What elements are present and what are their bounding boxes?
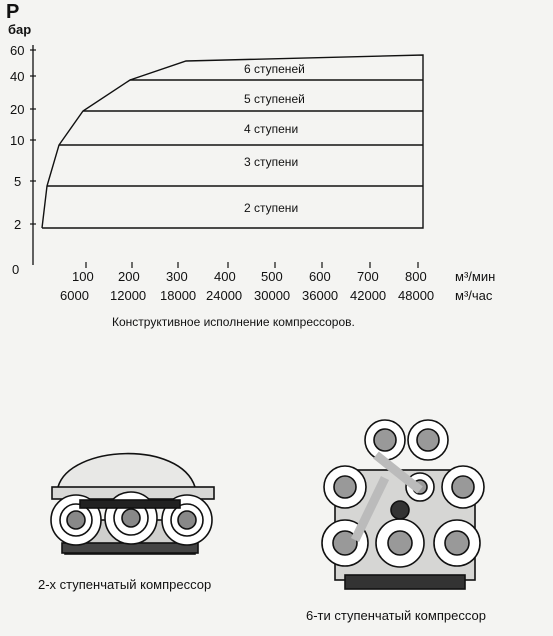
cylinder: [376, 519, 424, 567]
x-tick-label-min: 400: [214, 269, 236, 284]
stage-label-3: 3 ступени: [244, 155, 299, 169]
two-stage-compressor-drawing: [51, 454, 214, 554]
y-tick-label: 20: [10, 102, 25, 117]
two-stage-caption: 2-х ступенчатый компрессор: [38, 577, 212, 592]
cylinder: [365, 420, 405, 460]
x-tick-label-min: 200: [118, 269, 140, 284]
cylinder: [434, 520, 480, 566]
x-unit-per-hour: м³/час: [455, 288, 493, 303]
x-unit-per-min: м³/мин: [455, 269, 496, 284]
y-tick-label: 0: [12, 262, 20, 277]
x-tick-label-hour: 6000: [60, 288, 89, 303]
x-tick-label-hour: 42000: [350, 288, 387, 303]
y-axis-symbol: P: [6, 1, 20, 23]
y-tick-label: 2: [14, 217, 22, 232]
x-tick-label-hour: 36000: [302, 288, 339, 303]
six-stage-compressor-drawing: [322, 420, 484, 589]
stage-label-5: 5 ступеней: [244, 92, 305, 106]
y-axis-unit: бар: [8, 22, 32, 37]
x-tick-label-hour: 48000: [398, 288, 435, 303]
stage-label-6: 6 ступеней: [244, 62, 305, 76]
x-tick-label-min: 600: [309, 269, 331, 284]
stage-regions: [42, 55, 423, 228]
x-tick-label-min: 700: [357, 269, 379, 284]
chart-caption: Конструктивное исполнение компрессоров.: [112, 315, 355, 329]
x-tick-label-hour: 24000: [206, 288, 243, 303]
stage-label-4: 4 ступени: [244, 122, 299, 136]
x-tick-label-min: 100: [72, 269, 94, 284]
y-tick-label: 40: [10, 69, 25, 84]
six-stage-caption: 6-ти ступенчатый компрессор: [306, 608, 486, 623]
y-tick-label: 5: [14, 174, 22, 189]
y-tick-label: 60: [10, 43, 25, 58]
envelope-outline: [42, 55, 423, 228]
cylinder: [408, 420, 448, 460]
x-tick-label-hour: 12000: [110, 288, 147, 303]
x-tick-label-hour: 18000: [160, 288, 197, 303]
x-tick-label-min: 300: [166, 269, 188, 284]
x-tick-label-min: 800: [405, 269, 427, 284]
x-tick-label-hour: 30000: [254, 288, 291, 303]
y-tick-label: 10: [10, 133, 25, 148]
x-tick-label-min: 500: [261, 269, 283, 284]
cylinder: [324, 466, 366, 508]
x-tick-marks: [86, 262, 418, 268]
cylinder: [442, 466, 484, 508]
stage-label-2: 2 ступени: [244, 201, 299, 215]
